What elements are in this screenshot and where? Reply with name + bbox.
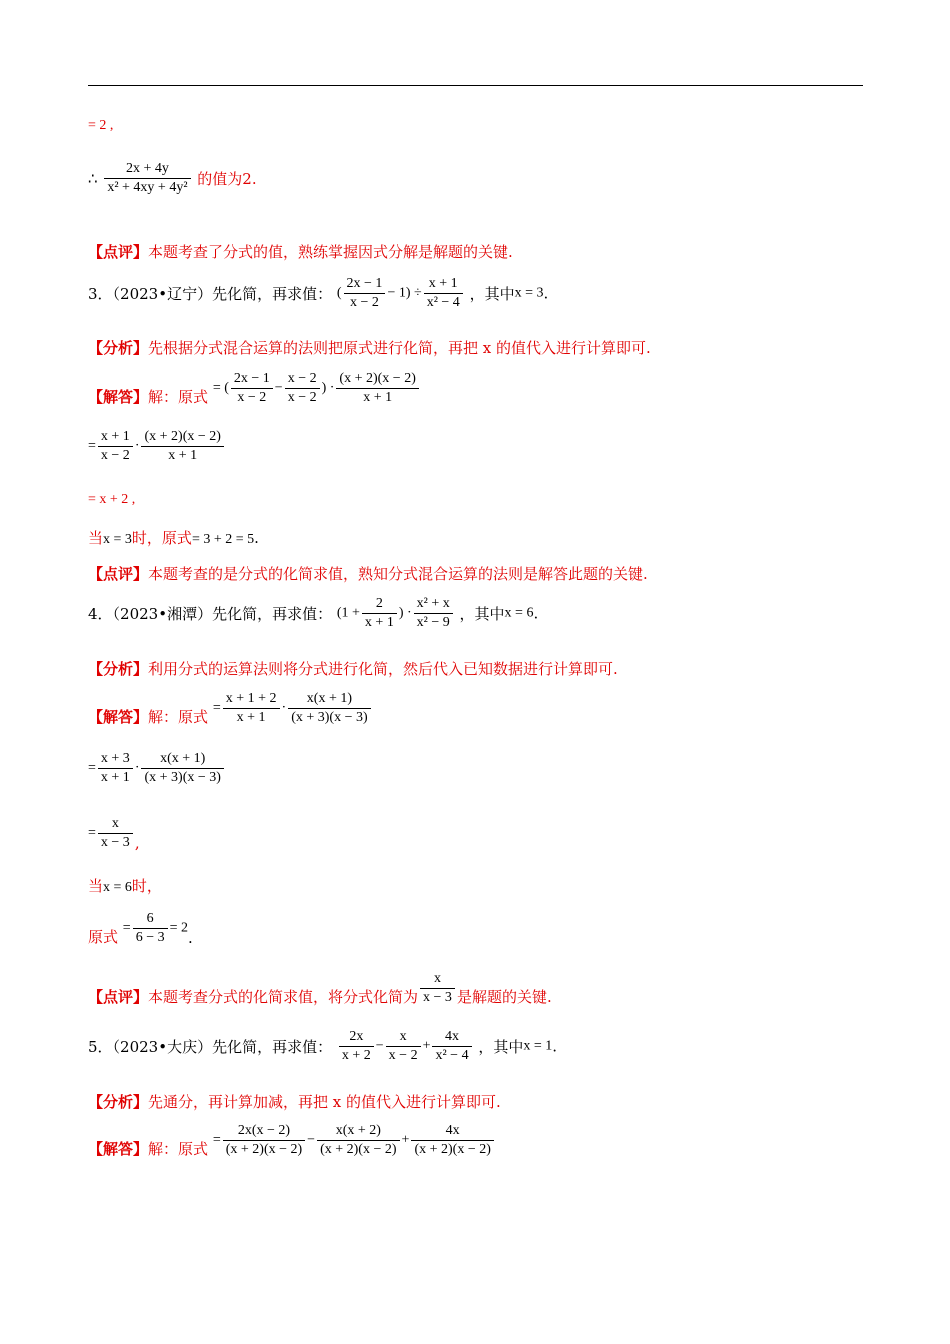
solution-5-step1: 【解答】解：原式 = $\frac{2x(x - 2)}{(x + 2)(x - 2)}$ − $\frac{x(x + 2)}{(x + 2)(x - 2)}$ + $\frac{4x}{(x + 2)(x - 2)}$ <box>88 1122 496 1159</box>
review-3: 【点评】本题考查的是分式的化简求值，熟知分式混合运算的法则是解答此题的关键. <box>88 565 648 583</box>
solution-3-when: 当x = 3时，原式= 3 + 2 = 5. <box>88 529 259 547</box>
solution-3-step3: = x + 2 , <box>88 492 136 507</box>
fraction: $\frac{2x + 4y}{\text{x² + 4xy + 4y²}}$ <box>104 160 190 197</box>
question-4: 4．（2023•湘潭）先化简，再求值： (1 + $\frac{2}{x + 1}$ ) · $\frac{\text{x² + x}}{\text{x² − 9}}$ ，其中x = 6. <box>88 596 539 630</box>
header-rule <box>88 85 863 86</box>
review-4: 【点评】本题考查分式的化简求值，将分式化简为 $\frac{x}{x - 3}$ 是解题的关键. <box>88 971 552 1006</box>
analysis-3: 【分析】先根据分式混合运算的法则把原式进行化简，再把 x 的值代入进行计算即可. <box>88 339 651 357</box>
question-3: 3．（2023•辽宁）先化简，再求值： ( $\frac{2x - 1}{x - 2}$ − 1) ÷ $\frac{x + 1}{\text{x² − 4}}$ ，其中x = 3. <box>88 276 549 310</box>
solution-4-value: 原式 = $\frac{6}{6 - 3}$ = 2. <box>88 911 193 947</box>
solution-4-step2: = $\frac{x + 3}{x + 1}$ · $\frac{x(x + 1)}{(x + 3)(x - 3)}$ <box>88 750 226 787</box>
solution-4-step1: 【解答】解：原式 = $\frac{x + 1 + 2}{x + 1}$ · $\frac{x(x + 1)}{(x + 3)(x - 3)}$ <box>88 690 373 727</box>
therefore-line: ∴ $\frac{2x + 4y}{\text{x² + 4xy + 4y²}}$ 的值为2. <box>88 161 257 195</box>
result-line: = 2 , <box>88 118 114 133</box>
solution-3-step1: 【解答】解：原式 = ( $\frac{2x - 1}{x - 2}$ − $\frac{x - 2}{x - 2}$ ) · $\frac{(x + 2)(x - 2)}{x + 1}$ <box>88 370 421 407</box>
solution-4-when: 当x = 6时， <box>88 877 162 895</box>
review-1: 【点评】本题考查了分式的值，熟练掌握因式分解是解题的关键. <box>88 243 513 261</box>
solution-4-step3: = $\frac{x}{x - 3}$ , <box>88 816 140 852</box>
analysis-4: 【分析】利用分式的运算法则将分式进行化简，然后代入已知数据进行计算即可. <box>88 660 618 678</box>
question-5: 5．（2023•大庆）先化简，再求值： $\frac{2x}{x + 2}$ − $\frac{x}{x - 2}$ + $\frac{4x}{\text{x² − 4}}$ ，其中x = 1. <box>88 1029 558 1063</box>
solution-3-step2: = $\frac{x + 1}{x - 2}$ · $\frac{(x + 2)(x - 2)}{x + 1}$ <box>88 428 226 465</box>
analysis-5: 【分析】先通分，再计算加减，再把 x 的值代入进行计算即可. <box>88 1093 501 1111</box>
